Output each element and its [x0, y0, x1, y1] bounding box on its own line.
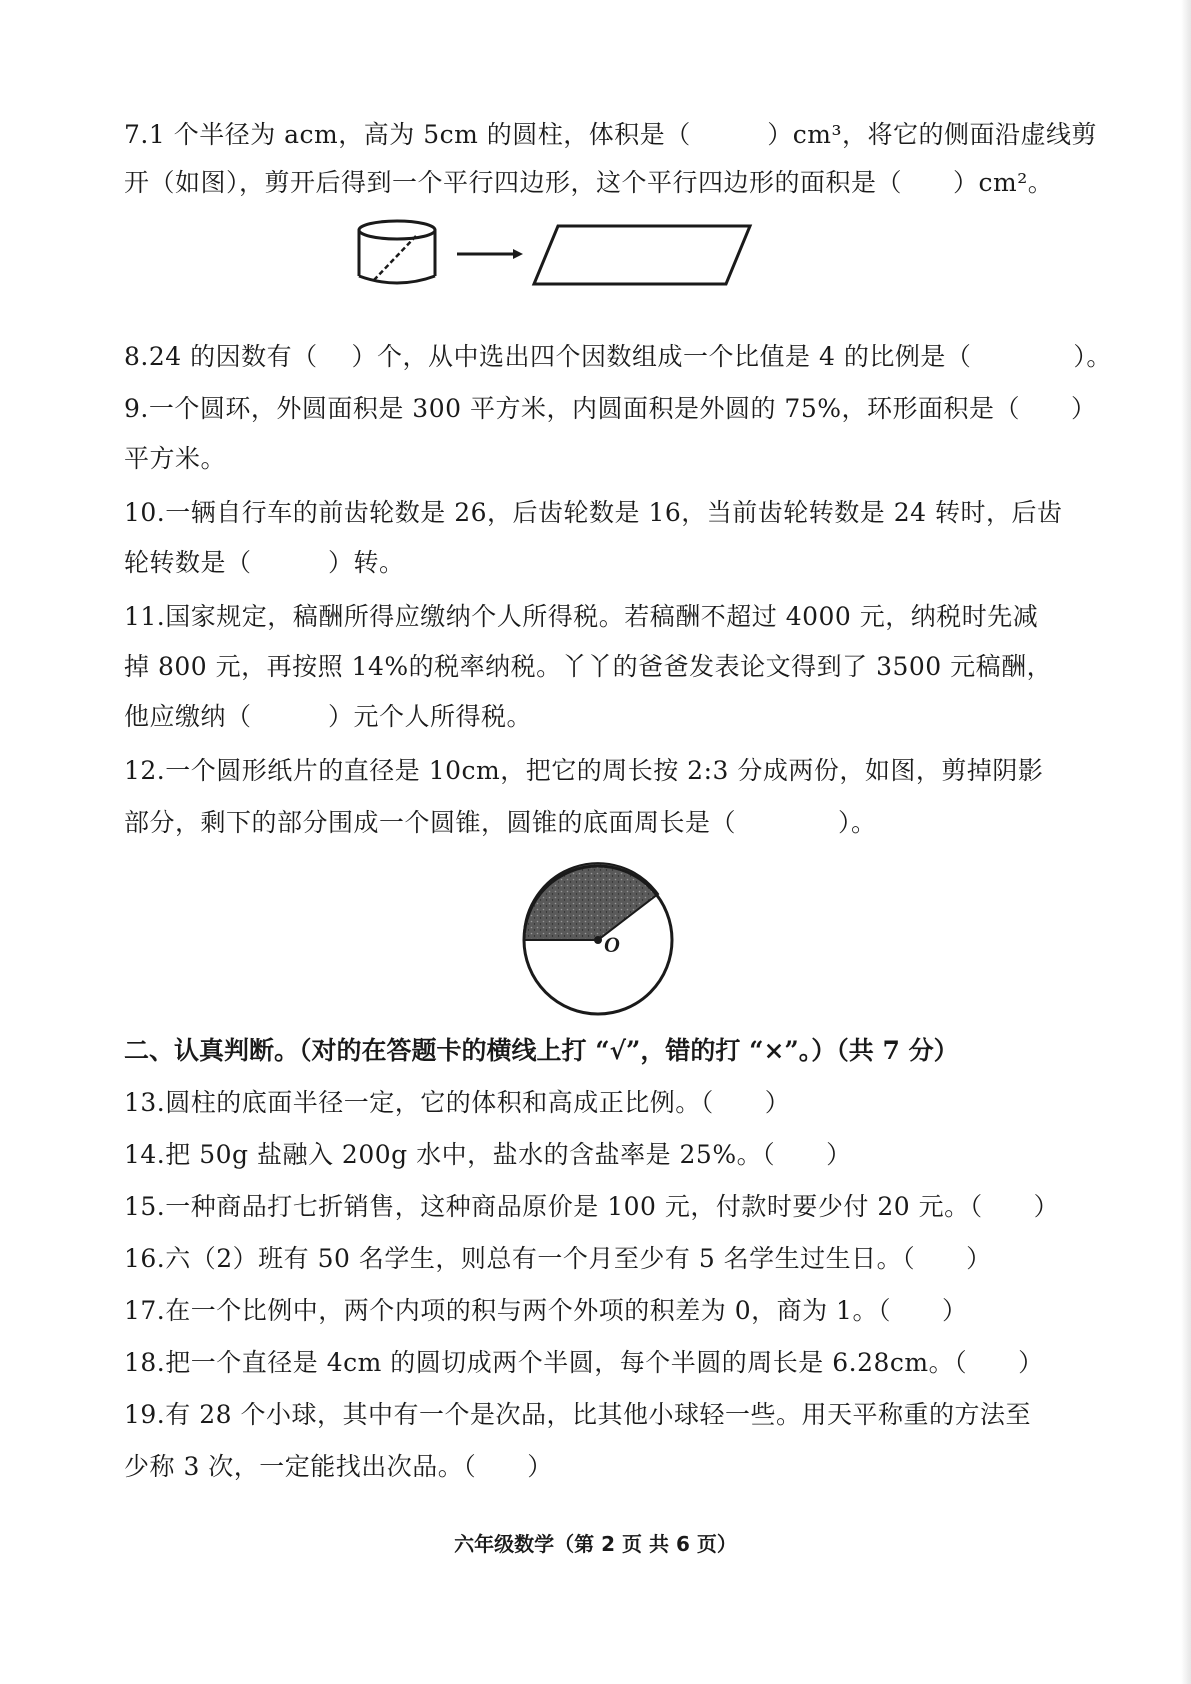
question-15: 15.一种商品打七折销售，这种商品原价是 100 元，付款时要少付 20 元。（ ）: [124, 1192, 1060, 1221]
question-9-line-1: 9.一个圆环，外圆面积是 300 平方米，内圆面积是外圆的 75%，环形面积是（ ）: [124, 394, 1097, 423]
question-19-line-2: 少称 3 次，一定能找出次品。（ ）: [124, 1452, 553, 1481]
question-7-line-2: 开（如图），剪开后得到一个平行四边形，这个平行四边形的面积是（ ）cm²。: [124, 168, 1054, 197]
question-19-line-1: 19.有 28 个小球，其中有一个是次品，比其他小球轻一些。用天平称重的方法至: [124, 1400, 1031, 1429]
question-18: 18.把一个直径是 4cm 的圆切成两个半圆，每个半圆的周长是 6.28cm。（ ）: [124, 1348, 1044, 1377]
question-17: 17.在一个比例中，两个内项的积与两个外项的积差为 0，商为 1。（ ）: [124, 1296, 968, 1325]
question-11-line-1: 11.国家规定，稿酬所得应缴纳个人所得税。若稿酬不超过 4000 元，纳税时先减: [124, 602, 1039, 631]
question-16: 16.六（2）班有 50 名学生，则总有一个月至少有 5 名学生过生日。（ ）: [124, 1244, 992, 1273]
question-13: 13.圆柱的底面半径一定，它的体积和高成正比例。（ ）: [124, 1088, 791, 1117]
section-2-title: 二、认真判断。（对的在答题卡的横线上打 “√”，错的打 “×”。）（共 7 分）: [124, 1036, 959, 1065]
question-12-line-2: 部分，剩下的部分围成一个圆锥，圆锥的底面周长是（ ）。: [124, 808, 877, 837]
circle-center-label: O: [604, 932, 620, 957]
question-9-line-2: 平方米。: [124, 444, 227, 473]
question-10-line-1: 10.一辆自行车的前齿轮数是 26，后齿轮数是 16，当前齿轮转数是 24 转时，后齿: [124, 498, 1063, 527]
page-footer: 六年级数学（第 2 页 共 6 页）: [454, 1532, 737, 1556]
question-10-line-2: 轮转数是（ ）转。: [124, 548, 405, 577]
question-11-line-2: 掉 800 元，再按照 14%的税率纳税。丫丫的爸爸发表论文得到了 3500 元稿酬，: [124, 652, 1053, 681]
parallelogram-figure: [530, 222, 755, 288]
arrow-figure: [455, 244, 525, 264]
question-14: 14.把 50g 盐融入 200g 水中，盐水的含盐率是 25%。（ ）: [124, 1140, 852, 1169]
question-8: 8.24 的因数有（ ）个，从中选出四个因数组成一个比值是 4 的比例是（ ）。: [124, 342, 1112, 371]
page-edge-shadow: [1181, 0, 1191, 1684]
question-11-line-3: 他应缴纳（ ）元个人所得税。: [124, 702, 533, 731]
circle-sector-figure: [518, 860, 678, 1020]
question-12-line-1: 12.一个圆形纸片的直径是 10cm，把它的周长按 2:3 分成两份，如图，剪掉阴影: [124, 756, 1044, 785]
question-7-line-1: 7.1 个半径为 acm，高为 5cm 的圆柱，体积是（ ）cm³，将它的侧面沿虚线剪: [124, 120, 1098, 149]
cylinder-figure: [352, 218, 442, 288]
